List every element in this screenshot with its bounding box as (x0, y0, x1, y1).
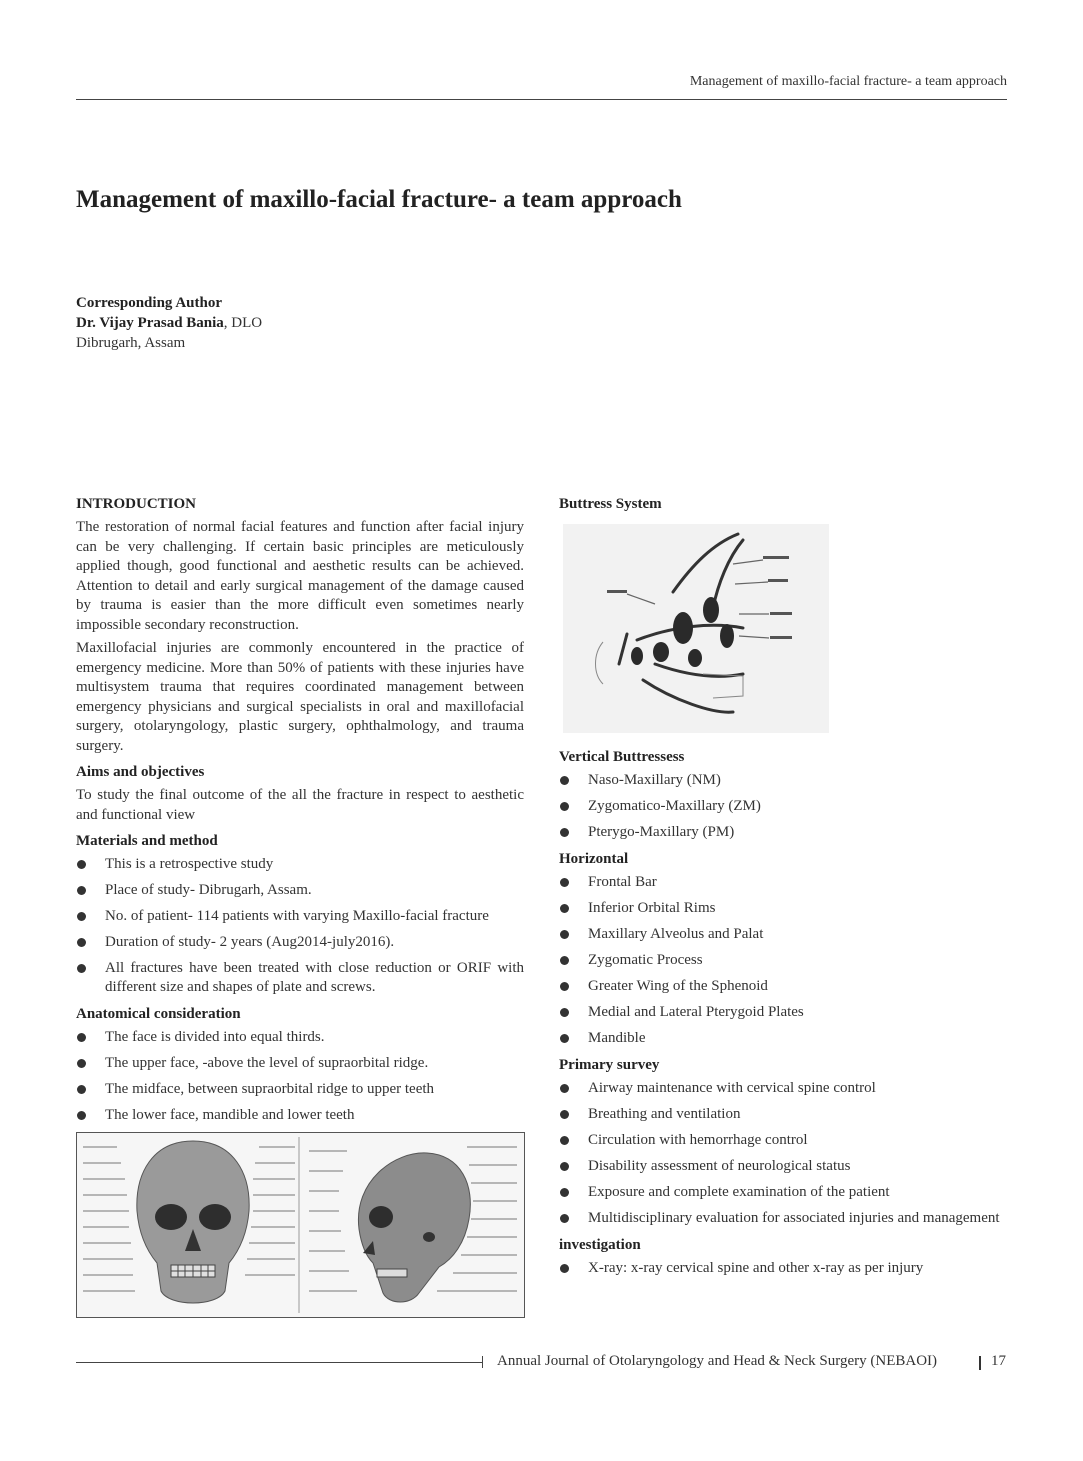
list-item: This is a retrospective study (76, 855, 524, 874)
left-column (76, 494, 524, 1318)
buttress-diagram (563, 524, 829, 733)
investigation-list (559, 1259, 1008, 1278)
horizontal-heading: Horizontal (559, 851, 629, 867)
header-rule (76, 99, 1007, 100)
aims-text: To study the final outcome of the all the fracture in respect to aesthetic and functional view (76, 787, 524, 823)
list-item: No. of patient- 114 patients with varying Maxillo-facial fracture (76, 907, 524, 926)
intro-heading: INTRODUCTION (76, 496, 197, 512)
intro-paragraph-2: Maxillofacial injuries are commonly encountered in the practice of emergency medicine. More than 50% of patients with these injuries have multisystem trauma that requires coordinated management between emergency physicians and surgical specialists in oral and maxillofacial surgery, otolaryngology, plastic surgery, ophthalmology, and trauma surgery. (76, 640, 524, 754)
list-item: Duration of study- 2 years (Aug2014-july2016). (76, 933, 524, 952)
list-item: Greater Wing of the Sphenoid (559, 977, 1008, 996)
footer-journal: Annual Journal of Otolaryngology and Head & Neck Surgery (NEBAOI) (497, 1353, 938, 1369)
list-item: Pterygo-Maxillary (PM) (559, 823, 1008, 842)
skull-figure (76, 1132, 525, 1318)
page-number: 17 (991, 1353, 1006, 1369)
author-label: Corresponding Author (76, 295, 223, 311)
anatomy-heading: Anatomical consideration (76, 1005, 241, 1022)
article-title: Management of maxillo-facial fracture- a team approach (76, 186, 682, 213)
list-item: Zygomatico-Maxillary (ZM) (559, 797, 1008, 816)
author-block (76, 293, 262, 353)
list-item: Place of study- Dibrugarh, Assam. (76, 881, 524, 900)
horizontal-list (559, 873, 1008, 1048)
list-item: Multidisciplinary evaluation for associated injuries and management (559, 1209, 1008, 1228)
author-degree: , DLO (223, 315, 263, 331)
anatomy-list (76, 1028, 524, 1125)
footer-rule (76, 1362, 482, 1363)
list-item: All fractures have been treated with close reduction or ORIF with different size and shapes of plate and screws. (76, 959, 524, 996)
list-item: Breathing and ventilation (559, 1105, 1008, 1124)
materials-heading: Materials and method (76, 833, 218, 849)
vertical-buttress-heading: Vertical Buttressess (559, 749, 685, 765)
list-item: Maxillary Alveolus and Palat (559, 925, 1008, 944)
list-item: Exposure and complete examination of the patient (559, 1183, 1008, 1202)
list-item: The lower face, mandible and lower teeth (76, 1106, 524, 1125)
list-item: Naso-Maxillary (NM) (559, 771, 1008, 790)
list-item: Disability assessment of neurological status (559, 1157, 1008, 1176)
author-location: Dibrugarh, Assam (76, 335, 186, 351)
list-item: Airway maintenance with cervical spine control (559, 1079, 1008, 1098)
vertical-buttress-list (559, 771, 1008, 842)
footer-rule-tick (482, 1356, 483, 1368)
list-item: Frontal Bar (559, 873, 1008, 892)
list-item: The face is divided into equal thirds. (76, 1028, 524, 1047)
intro-paragraph-1: The restoration of normal facial features and function after facial injury can be very challenging. If certain basic principles are meticulously applied though, good functional and aesthetic results can be achieved. Attention to detail and early surgical management of the damage caused by trauma is easier than the more difficult even sometimes nearly impossible secondary reconstruction. (76, 519, 524, 633)
list-item: The upper face, -above the level of supraorbital ridge. (76, 1054, 524, 1073)
list-item: Medial and Lateral Pterygoid Plates (559, 1003, 1008, 1022)
buttress-heading: Buttress System (559, 496, 662, 512)
skull-illustration (77, 1133, 524, 1317)
list-item: The midface, between supraorbital ridge to upper teeth (76, 1080, 524, 1099)
primary-survey-list (559, 1079, 1008, 1228)
list-item: Circulation with hemorrhage control (559, 1131, 1008, 1150)
list-item: Zygomatic Process (559, 951, 1008, 970)
investigation-heading: investigation (559, 1237, 641, 1253)
primary-survey-heading: Primary survey (559, 1057, 660, 1073)
footer-separator (979, 1356, 981, 1370)
aims-heading: Aims and objectives (76, 764, 205, 780)
buttress-figure (563, 524, 829, 733)
materials-list (76, 855, 524, 996)
list-item: Inferior Orbital Rims (559, 899, 1008, 918)
running-head: Management of maxillo-facial fracture- a team approach (689, 74, 1007, 89)
list-item: X-ray: x-ray cervical spine and other x-ray as per injury (559, 1259, 1008, 1278)
list-item: Mandible (559, 1029, 1008, 1048)
right-column (559, 494, 1008, 1285)
author-name: Dr. Vijay Prasad Bania (76, 315, 224, 331)
